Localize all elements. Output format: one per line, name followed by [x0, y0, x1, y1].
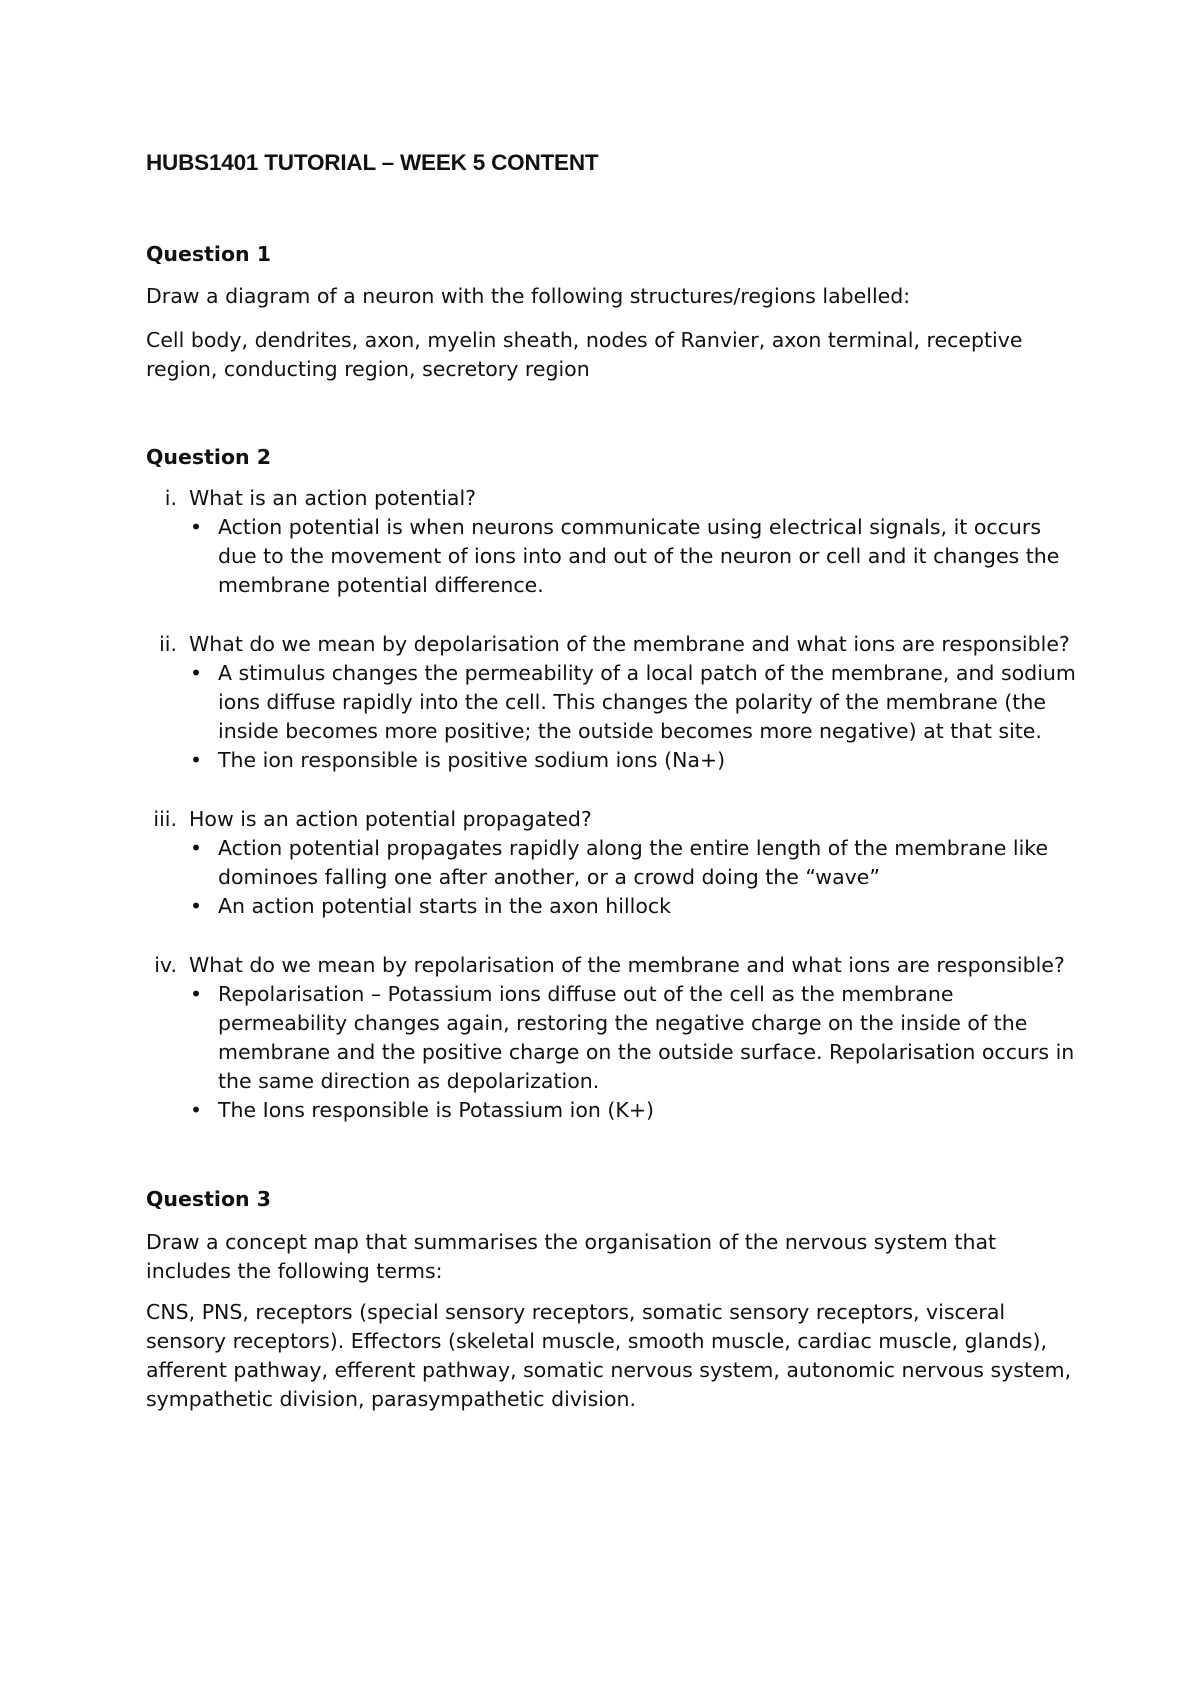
question-3-heading: Question 3: [146, 1187, 272, 1211]
bullet-icon: •: [189, 748, 203, 772]
bullet-icon: •: [189, 515, 203, 539]
answer-bullet: [189, 659, 1076, 746]
subquestion-numeral: iv.: [154, 953, 177, 977]
question-1-instruction: Draw a diagram of a neuron with the following structures/regions labelled:: [146, 284, 911, 308]
answer-text: An action potential starts in the axon hillock: [218, 894, 672, 918]
subquestion-text: What do we mean by repolarisation of the membrane and what ions are responsible?: [189, 953, 1065, 977]
answer-bullet: [189, 513, 1076, 600]
answer-bullet: [189, 1096, 1076, 1125]
question-2: [146, 443, 1076, 1125]
document-page: [146, 148, 1076, 1414]
answer-bullet: [189, 746, 1076, 775]
document-title: HUBS1401 TUTORIAL – WEEK 5 CONTENT: [146, 150, 599, 175]
answer-text: The ion responsible is positive sodium ions (Na+): [218, 748, 726, 772]
question-2-subquestions: [146, 484, 1076, 1125]
question-3: [146, 1185, 1076, 1414]
answer-text: A stimulus changes the permeability of a local patch of the membrane, and sodium ions diffuse rapidly into the cell. This changes the polarity of the membrane (the inside becomes more positive; the outside becomes more negative) at that site.: [218, 661, 1076, 743]
subquestion-numeral: i.: [164, 486, 177, 510]
answer-list: [189, 980, 1076, 1125]
bullet-icon: •: [189, 661, 203, 685]
question-3-terms: CNS, PNS, receptors (special sensory receptors, somatic sensory receptors, visceral sensory receptors). Effectors (skeletal muscle, smooth muscle, cardiac muscle, glands), afferent pathway, efferent pathway, somatic nervous system, autonomic nervous system, sympathetic division, parasympathetic division.: [146, 1300, 1072, 1411]
bullet-icon: •: [189, 836, 203, 860]
answer-text: Action potential is when neurons communicate using electrical signals, it occurs due to the movement of ions into and out of the neuron or cell and it changes the membrane potential difference.: [218, 515, 1060, 597]
answer-list: [189, 834, 1076, 921]
question-1-terms: Cell body, dendrites, axon, myelin sheath, nodes of Ranvier, axon terminal, receptive region, conducting region, secretory region: [146, 328, 1023, 381]
answer-list: [189, 659, 1076, 775]
subquestion-ii: [146, 630, 1076, 775]
subquestion-numeral: ii.: [159, 632, 177, 656]
subquestion-text: How is an action potential propagated?: [189, 807, 592, 831]
bullet-icon: •: [189, 1098, 203, 1122]
answer-text: Action potential propagates rapidly along the entire length of the membrane like dominoes falling one after another, or a crowd doing the “wave”: [218, 836, 1049, 889]
question-1-heading: Question 1: [146, 242, 272, 266]
answer-list: [189, 513, 1076, 600]
answer-text: Repolarisation – Potassium ions diffuse out of the cell as the membrane permeability changes again, restoring the negative charge on the inside of the membrane and the positive charge on the outside surface. Repolarisation occurs in the same direction as depolarization.: [218, 982, 1075, 1093]
bullet-icon: •: [189, 982, 203, 1006]
question-1: [146, 240, 1076, 384]
answer-text: The Ions responsible is Potassium ion (K+): [218, 1098, 655, 1122]
answer-bullet: [189, 834, 1076, 892]
question-2-heading: Question 2: [146, 445, 272, 469]
subquestion-text: What do we mean by depolarisation of the membrane and what ions are responsible?: [189, 632, 1070, 656]
answer-bullet: [189, 892, 1076, 921]
answer-bullet: [189, 980, 1076, 1096]
question-3-instruction: Draw a concept map that summarises the organisation of the nervous system that includes the following terms:: [146, 1230, 997, 1283]
subquestion-i: [146, 484, 1076, 600]
subquestion-iv: [146, 951, 1076, 1125]
subquestion-text: What is an action potential?: [189, 486, 477, 510]
subquestion-iii: [146, 805, 1076, 921]
bullet-icon: •: [189, 894, 203, 918]
subquestion-numeral: iii.: [153, 807, 177, 831]
